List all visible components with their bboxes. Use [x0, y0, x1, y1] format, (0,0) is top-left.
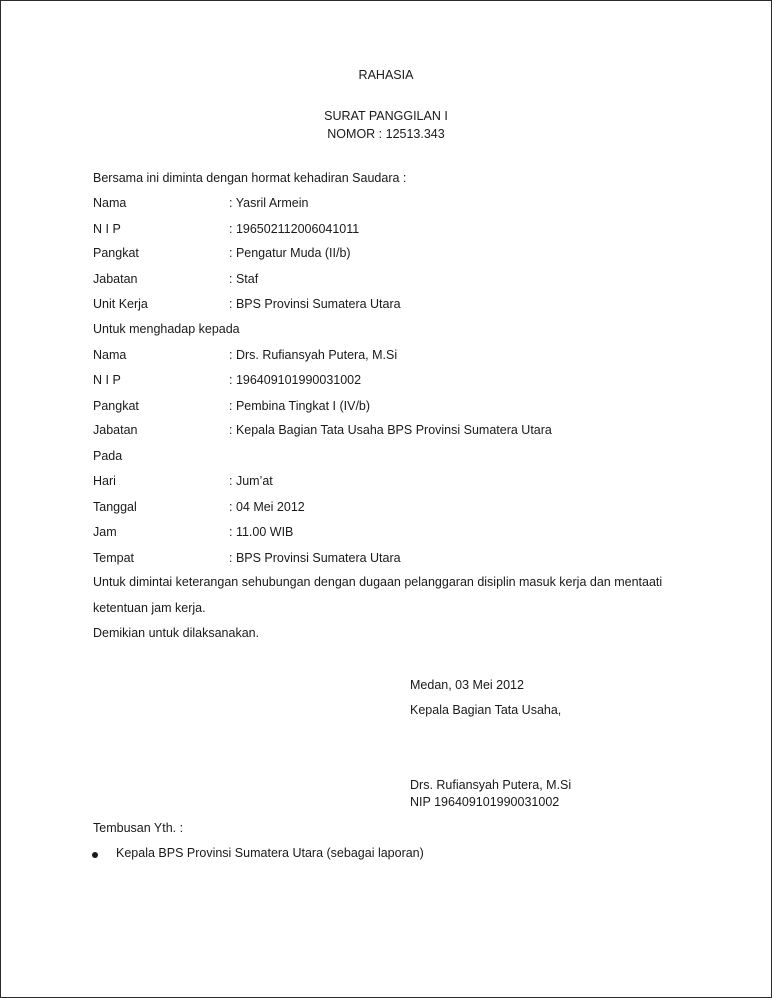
intro-text: Bersama ini diminta dengan hormat kehadiran Saudara :: [93, 171, 407, 185]
purpose-text-line2: ketentuan jam kerja.: [93, 601, 206, 615]
schedule-place-value: : BPS Provinsi Sumatera Utara: [229, 551, 401, 565]
official-nip-label: N I P: [93, 373, 121, 387]
official-rank-label: Pangkat: [93, 399, 139, 413]
schedule-place-label: Tempat: [93, 551, 134, 565]
bullet-icon: [92, 852, 98, 858]
official-name-value: : Drs. Rufiansyah Putera, M.Si: [229, 348, 398, 362]
cc-heading: Tembusan Yth. :: [93, 821, 184, 835]
signature-place-date: Medan, 03 Mei 2012: [410, 678, 524, 692]
subject-nip-value: : 196502112006041011: [229, 222, 360, 236]
subject-position-value: : Staf: [229, 272, 259, 286]
signature-position: Kepala Bagian Tata Usaha,: [410, 703, 562, 717]
meet-heading: Untuk menghadap kepada: [93, 322, 240, 336]
subject-nip-label: N I P: [93, 222, 121, 236]
subject-name-value: : Yasril Armein: [229, 196, 309, 210]
subject-rank-label: Pangkat: [93, 246, 139, 260]
schedule-date-label: Tanggal: [93, 500, 137, 514]
purpose-text-line1: Untuk dimintai keterangan sehubungan dengan dugaan pelanggaran disiplin masuk kerja dan mentaati: [93, 575, 663, 589]
official-position-value: : Kepala Bagian Tata Usaha BPS Provinsi Sumatera Utara: [229, 423, 552, 437]
subject-position-label: Jabatan: [93, 272, 138, 286]
schedule-day-value: : Jum’at: [229, 474, 273, 488]
letter-title: SURAT PANGGILAN I: [324, 109, 448, 123]
schedule-day-label: Hari: [93, 474, 116, 488]
classification-label: RAHASIA: [358, 68, 414, 82]
subject-name-label: Nama: [93, 196, 127, 210]
subject-unit-label: Unit Kerja: [93, 297, 148, 311]
cc-item-text: Kepala BPS Provinsi Sumatera Utara (sebagai laporan): [116, 846, 424, 860]
schedule-time-value: : 11.00 WIB: [229, 525, 294, 539]
letter-number: NOMOR : 12513.343: [327, 127, 445, 141]
subject-unit-value: : BPS Provinsi Sumatera Utara: [229, 297, 401, 311]
schedule-date-value: : 04 Mei 2012: [229, 500, 305, 514]
subject-rank-value: : Pengatur Muda (II/b): [229, 246, 351, 260]
official-name-label: Nama: [93, 348, 127, 362]
official-nip-value: : 196409101990031002: [229, 373, 362, 387]
when-heading: Pada: [93, 449, 123, 463]
closing-text: Demikian untuk dilaksanakan.: [93, 626, 260, 640]
signature-nip: NIP 196409101990031002: [410, 795, 560, 809]
official-position-label: Jabatan: [93, 423, 138, 437]
schedule-time-label: Jam: [93, 525, 117, 539]
signature-name: Drs. Rufiansyah Putera, M.Si: [410, 778, 572, 792]
official-rank-value: : Pembina Tingkat I (IV/b): [229, 399, 371, 413]
